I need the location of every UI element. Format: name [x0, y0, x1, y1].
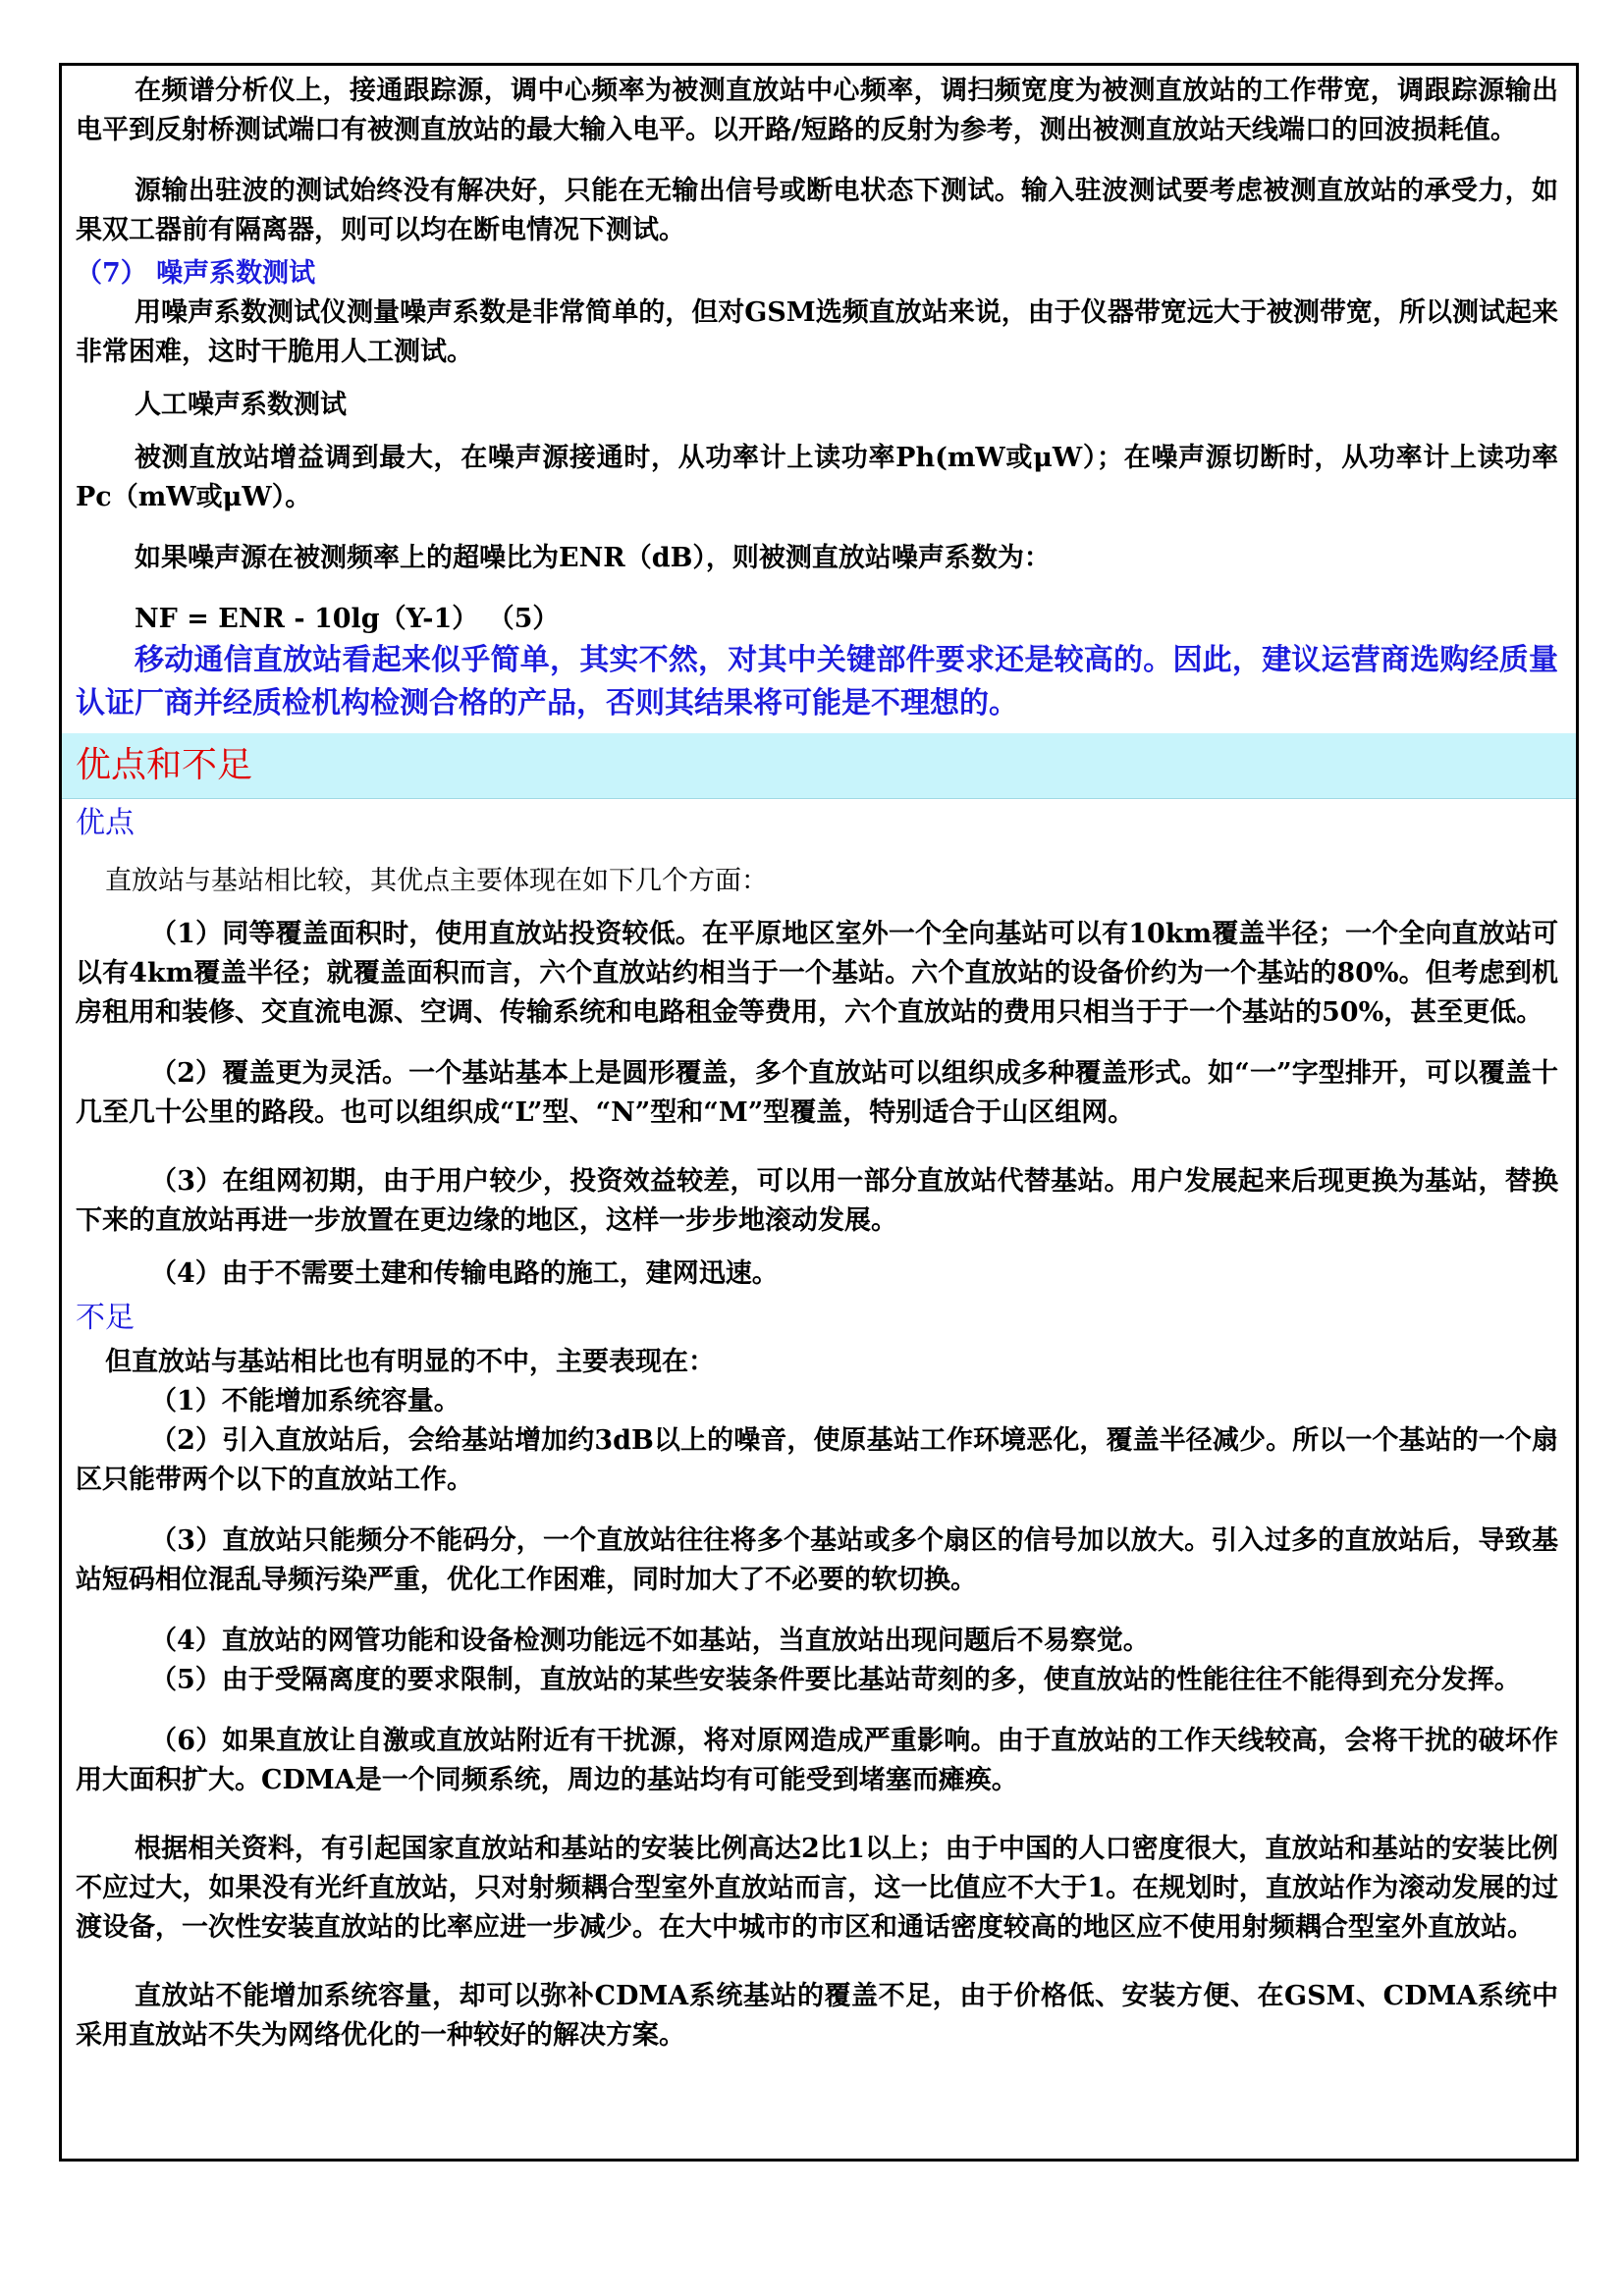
- disadvantage-item-3: （3）直放站只能频分不能码分，一个直放站往往将多个基站或多个扇区的信号加以放大。引入过多的直放站后，导致基站短码相位混乱导频污染严重，优化工作困难，同时加大了不必要的软切换。: [76, 1525, 1558, 1595]
- advantages-heading: 优点: [76, 806, 135, 840]
- disadvantages-intro: 但直放站与基站相比也有明显的不中，主要表现在：: [105, 1347, 715, 1377]
- advantage-item-2: （2）覆盖更为灵活。一个基站基本上是圆形覆盖，多个直放站可以组织成多种覆盖形式。如“一”字型排开，可以覆盖十几至几十公里的路段。也可以组织成“L”型、“N”型和“M”型覆盖，特别适合于山区组网。: [76, 1058, 1558, 1128]
- advantage-item-3: （3）在组网初期，由于用户较少，投资效益较差，可以用一部分直放站代替基站。用户发展起来后现更换为基站，替换下来的直放站再进一步放置在更边缘的地区，这样一步步地滚动发展。: [76, 1166, 1558, 1236]
- noise-figure-heading: （7） 噪声系数测试: [76, 258, 316, 289]
- disadvantages-heading: 不足: [76, 1301, 135, 1335]
- disadvantage-item-6: （6）如果直放让自激或直放站附近有干扰源，将对原网造成严重影响。由于直放站的工作天线较高，会将干扰的破坏作用大面积扩大。CDMA是一个同频系统，周边的基站均有可能受到堵塞而瘫痪。: [76, 1726, 1558, 1795]
- disadvantage-item-2: （2）引入直放站后，会给基站增加约3dB以上的噪音，使原基站工作环境恶化，覆盖半径减少。所以一个基站的一个扇区只能带两个以下的直放站工作。: [76, 1425, 1558, 1495]
- formula-nf: NF = ENR - 10lg（Y-1） （5）: [135, 604, 560, 634]
- paragraph-vswr: 源输出驻波的测试始终没有解决好，只能在无输出信号或断电状态下测试。输入驻波测试要考虑被测直放站的承受力，如果双工器前有隔离器，则可以均在断电情况下测试。: [76, 176, 1558, 245]
- paragraph-return-loss: 在频谱分析仪上，接通跟踪源，调中心频率为被测直放站中心频率，调扫频宽度为被测直放站的工作带宽，调跟踪源输出电平到反射桥测试端口有被测直放站的最大输入电平。以开路/短路的反射为参考，测出被测直放站天线端口的回波损耗值。: [76, 76, 1558, 145]
- closing-paragraph-ratio: 根据相关资料，有引起国家直放站和基站的安装比例高达2比1以上；由于中国的人口密度很大，直放站和基站的安装比例不应过大，如果没有光纤直放站，只对射频耦合型室外直放站而言，这一比值应不大于1。在规划时，直放站作为滚动发展的过渡设备，一次性安装直放站的比率应进一步减少。在大中城市的市区和通话密度较高的地区应不使用射频耦合型室外直放站。: [76, 1834, 1558, 1943]
- emphasis-recommendation: 移动通信直放站看起来似乎简单，其实不然，对其中关键部件要求还是较高的。因此，建议运营商选购经质量认证厂商并经质检机构检测合格的产品，否则其结果将可能是不理想的。: [76, 643, 1558, 721]
- page-frame: [59, 63, 1579, 2162]
- disadvantage-item-5: （5）由于受隔离度的要求限制，直放站的某些安装条件要比基站苛刻的多，使直放站的性能往往不能得到充分发挥。: [150, 1665, 1521, 1695]
- advantages-intro: 直放站与基站相比较，其优点主要体现在如下几个方面：: [105, 866, 768, 896]
- paragraph-noise-procedure: 被测直放站增益调到最大，在噪声源接通时，从功率计上读功率Ph(mW或μW）；在噪声源切断时，从功率计上读功率Pc（mW或μW）。: [76, 443, 1558, 512]
- closing-paragraph-conclusion: 直放站不能增加系统容量，却可以弥补CDMA系统基站的覆盖不足，由于价格低、安装方便、在GSM、CDMA系统中采用直放站不失为网络优化的一种较好的解决方案。: [76, 1981, 1558, 2051]
- section-banner: 优点和不足: [62, 733, 1576, 799]
- advantage-item-4: （4）由于不需要土建和传输电路的施工，建网迅速。: [150, 1258, 779, 1289]
- disadvantage-item-4: （4）直放站的网管功能和设备检测功能远不如基站，当直放站出现问题后不易察觉。: [150, 1626, 1150, 1656]
- paragraph-enr: 如果噪声源在被测频率上的超噪比为ENR（dB），则被测直放站噪声系数为：: [135, 543, 1051, 573]
- paragraph-noise-intro: 用噪声系数测试仪测量噪声系数是非常简单的，但对GSM选频直放站来说，由于仪器带宽远大于被测带宽，所以测试起来非常困难，这时干脆用人工测试。: [76, 297, 1558, 367]
- paragraph-manual-noise-title: 人工噪声系数测试: [135, 390, 347, 420]
- disadvantage-item-1: （1）不能增加系统容量。: [150, 1386, 460, 1416]
- advantage-item-1: （1）同等覆盖面积时，使用直放站投资较低。在平原地区室外一个全向基站可以有10km覆盖半径；一个全向直放站可以有4km覆盖半径；就覆盖面积而言，六个直放站约相当于一个基站。六个直放站的设备价约为一个基站的80%。但考虑到机房租用和装修、交直流电源、空调、传输系统和电路租金等费用，六个直放站的费用只相当于于一个基站的50%，甚至更低。: [76, 919, 1558, 1028]
